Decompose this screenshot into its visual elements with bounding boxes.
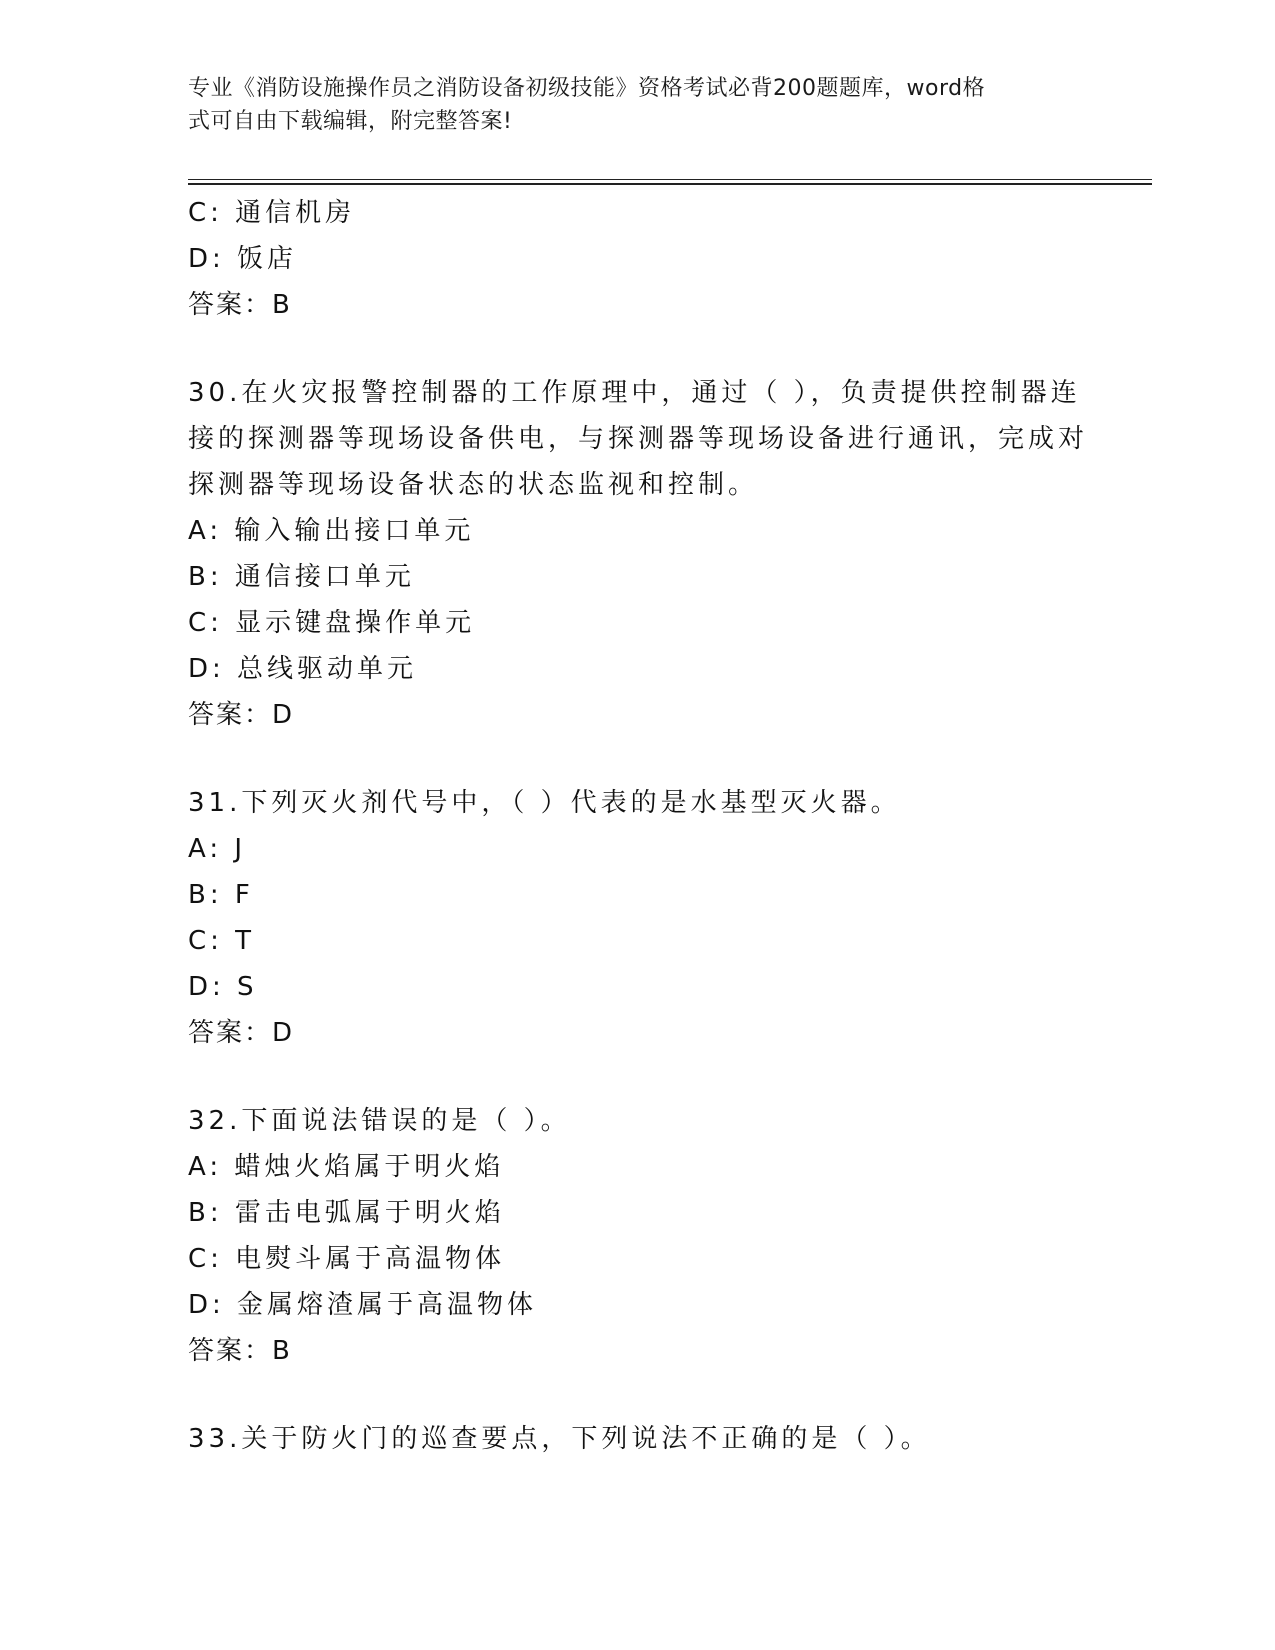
answer-line: 答案：D [188,1018,295,1048]
header-rule-thick [188,183,1152,185]
header-line-1: 专业《消防设施操作员之消防设备初级技能》资格考试必背200题题库，word格 [188,76,986,101]
question-content [188,190,1118,1462]
option-a: A: 输入输出接口单元 [188,516,475,546]
question-33 [188,1416,1118,1462]
question-stem [188,780,1118,826]
document-header [188,72,1078,138]
option-a: A: 蜡烛火焰属于明火焰 [188,1152,505,1182]
answer-line: 答案：B [188,290,292,320]
question-30 [188,370,1118,738]
header-rule-thin [188,179,1152,180]
option-d: D: 总线驱动单元 [188,654,418,684]
question-29-tail [188,190,1118,328]
question-stem [188,370,1118,508]
option-b: B: F [188,880,254,910]
question-stem [188,1416,1118,1462]
stem-line: 32.下面说法错误的是（ ）。 [188,1106,571,1136]
stem-line: 接的探测器等现场设备供电，与探测器等现场设备进行通讯，完成对 [188,424,1089,454]
option-b: B: 雷击电弧属于明火焰 [188,1198,505,1228]
option-d: D: S [188,972,258,1002]
question-stem [188,1098,1118,1144]
stem-line: 31.下列灭火剂代号中，（ ）代表的是水基型灭火器。 [188,788,901,818]
option-d: D: 饭店 [188,244,298,274]
option-a: A: J [188,834,247,864]
stem-line: 探测器等现场设备状态的状态监视和控制。 [188,470,759,500]
stem-line: 30.在火灾报警控制器的工作原理中，通过（ ），负责提供控制器连 [188,378,1081,408]
option-c: C: 电熨斗属于高温物体 [188,1244,506,1274]
option-c: C: 通信机房 [188,198,356,228]
stem-line: 33.关于防火门的巡查要点，下列说法不正确的是（ ）。 [188,1424,931,1454]
answer-line: 答案：D [188,700,295,730]
question-31 [188,780,1118,1056]
question-32 [188,1098,1118,1374]
option-c: C: T [188,926,256,956]
option-d: D: 金属熔渣属于高温物体 [188,1290,538,1320]
header-line-2: 式可自由下载编辑，附完整答案! [188,109,513,134]
option-b: B: 通信接口单元 [188,562,415,592]
option-c: C: 显示键盘操作单元 [188,608,476,638]
answer-line: 答案：B [188,1336,292,1366]
